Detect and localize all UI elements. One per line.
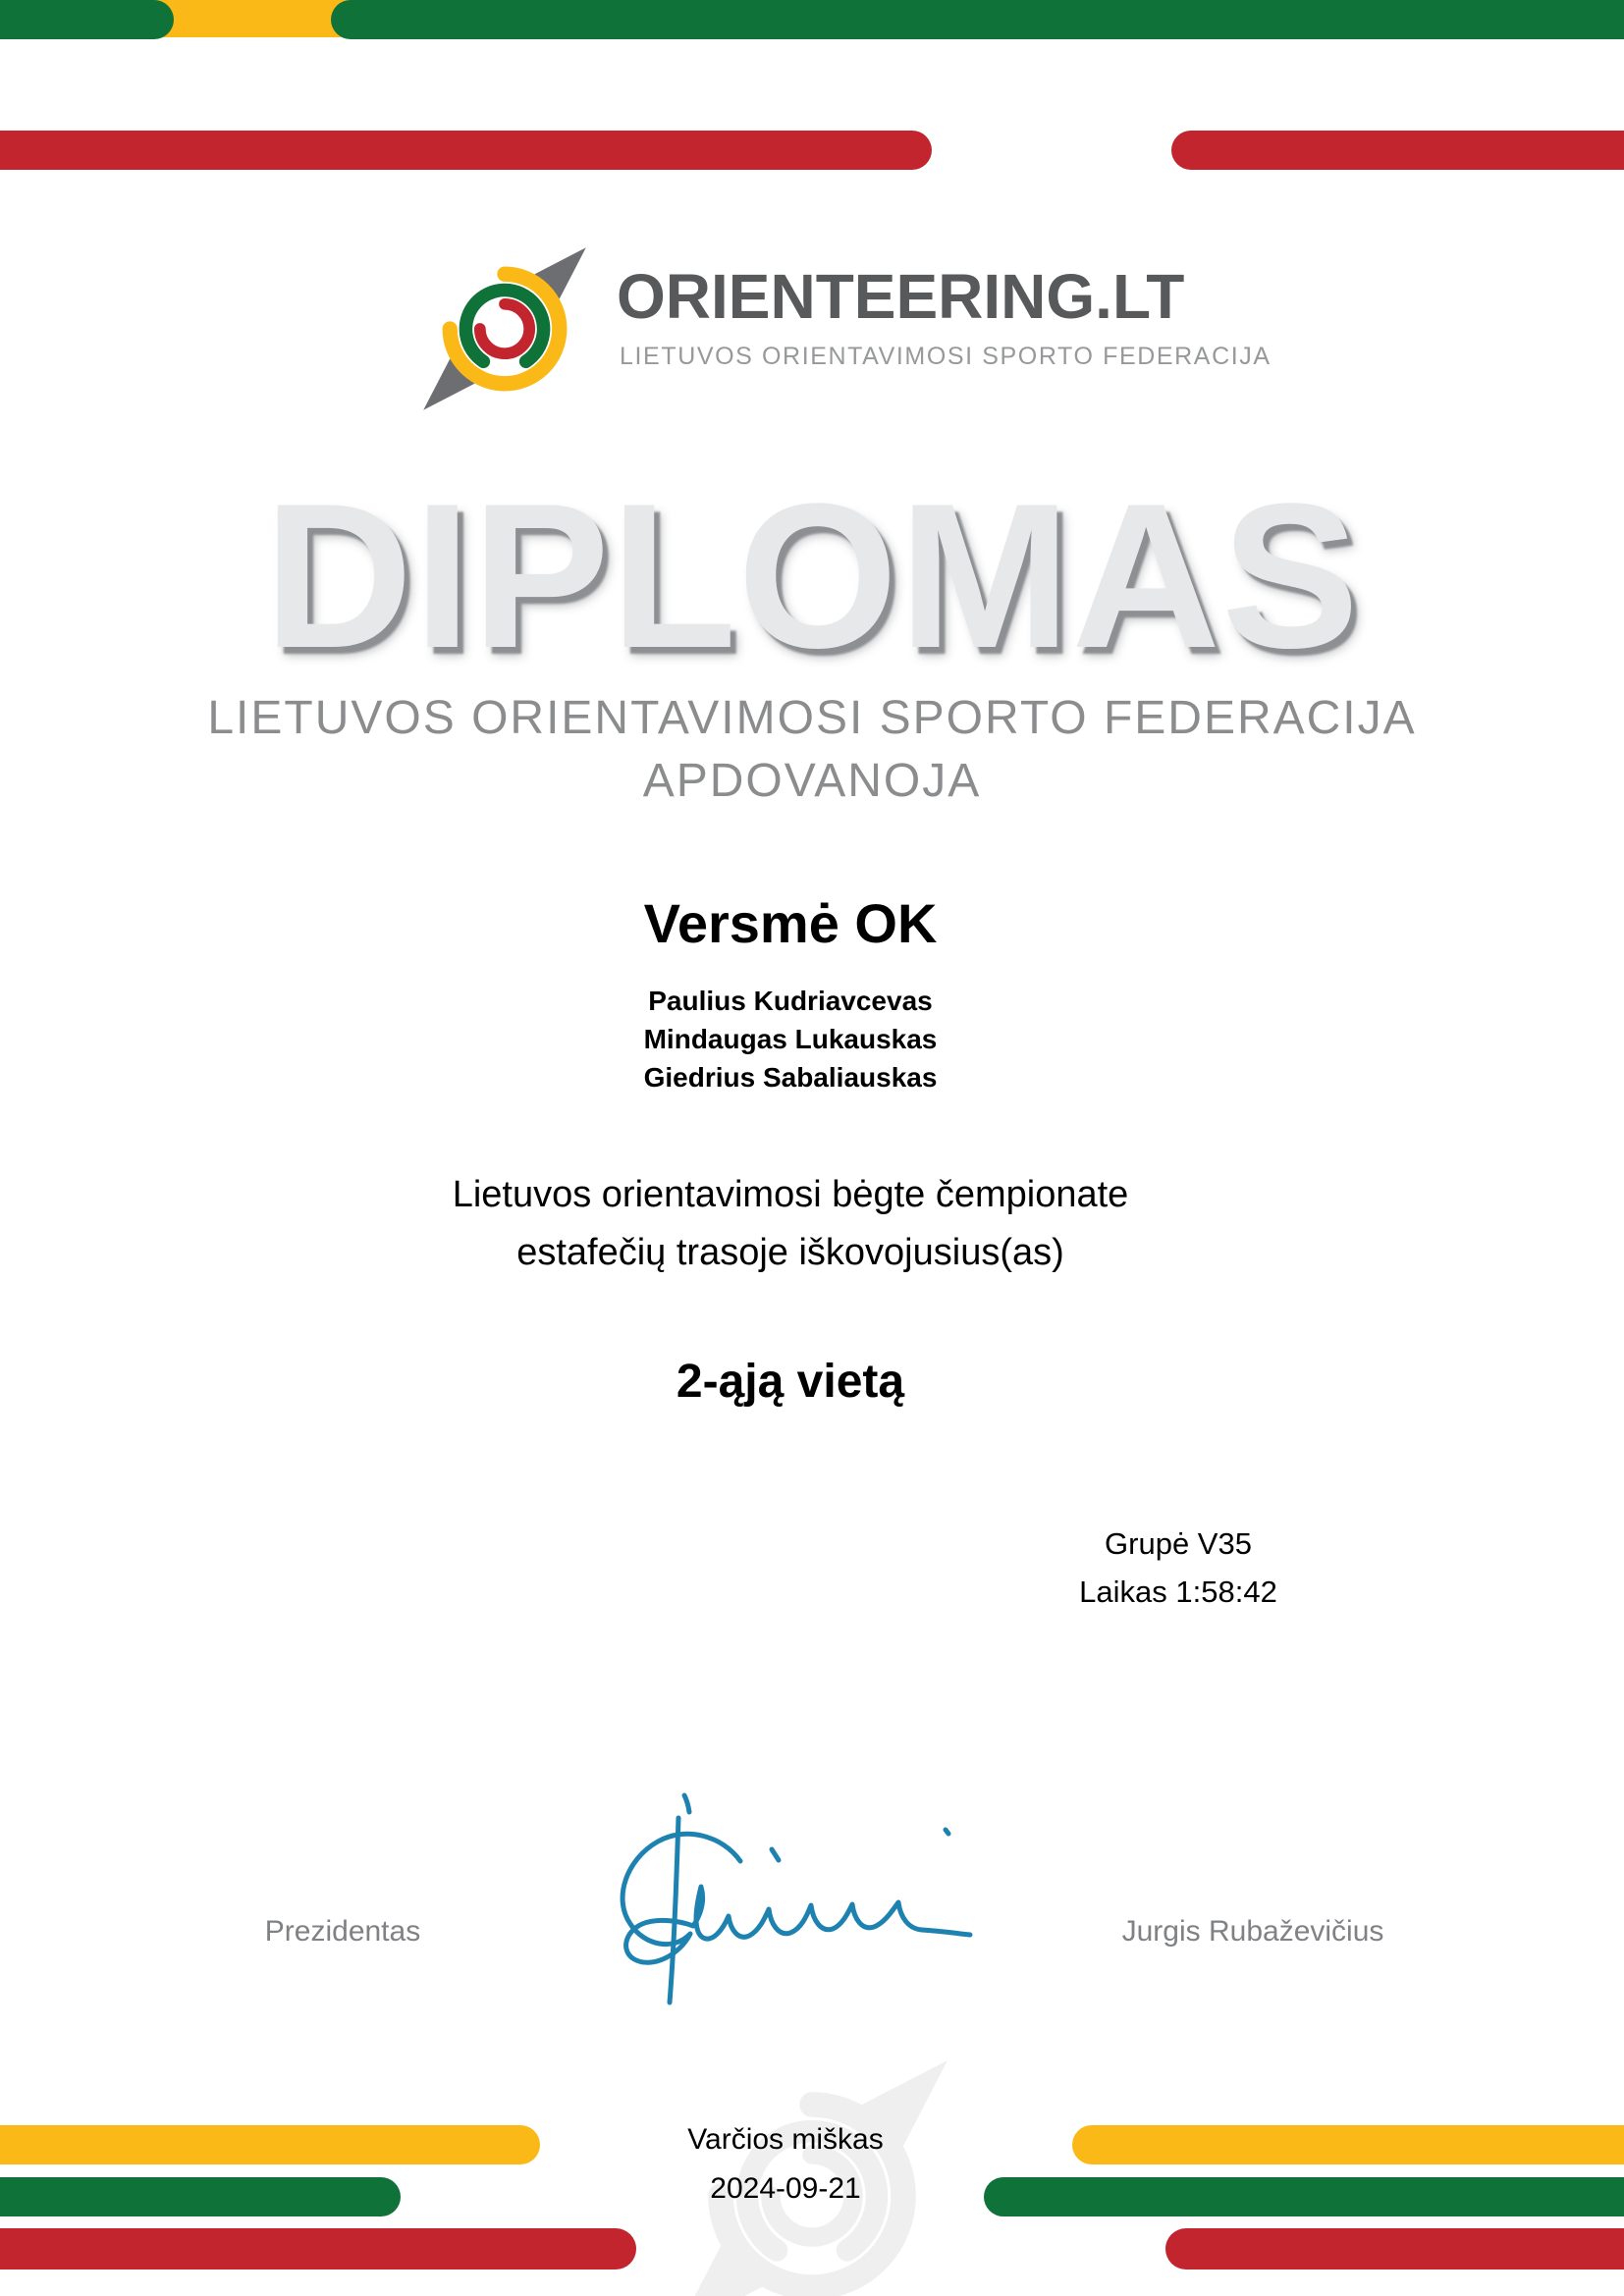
brand-wordmark: ORIENTEERING.LT <box>617 261 1185 332</box>
team-member: Mindaugas Lukauskas <box>643 1024 938 1054</box>
team-members-list <box>0 982 1581 1096</box>
flag-stripe-bottom-yellow-right <box>1072 2125 1624 2164</box>
federation-subtitle-line1: LIETUVOS ORIENTAVIMOSI SPORTO FEDERACIJA <box>207 692 1417 744</box>
event-description <box>0 1166 1581 1282</box>
flag-stripe-top-green-right <box>331 0 1624 39</box>
team-name: Versmė OK <box>643 892 938 954</box>
flag-stripe-bottom-red-left <box>0 2228 636 2269</box>
flag-stripe-bottom-red-right <box>1165 2228 1624 2269</box>
flag-stripe-bottom-green-right <box>984 2177 1624 2216</box>
event-line: Lietuvos orientavimosi bėgte čempionate <box>452 1174 1129 1215</box>
team-member: Giedrius Sabaliauskas <box>643 1062 938 1093</box>
time-value: Laikas 1:58:42 <box>1079 1575 1277 1609</box>
awarded-place: 2-ąją vietą <box>676 1356 905 1408</box>
flag-stripe-bottom-green-left <box>0 2177 401 2216</box>
brand-tagline: LIETUVOS ORIENTAVIMOSI SPORTO FEDERACIJA <box>620 343 1272 370</box>
event-location: Varčios miškas <box>687 2123 884 2156</box>
flag-stripe-top-green-left <box>0 0 174 39</box>
event-line: estafečių trasoje iškovojusius(as) <box>516 1232 1064 1273</box>
flag-stripe-top-red-right <box>1171 131 1624 170</box>
president-name-label: Jurgis Rubaževičius <box>1121 1915 1384 1948</box>
group-value: Grupė V35 <box>1105 1526 1252 1561</box>
flag-stripe-bottom-yellow-left <box>0 2125 540 2164</box>
flag-stripe-top-red-left <box>0 131 932 170</box>
handwritten-signature <box>589 1775 1001 2020</box>
diploma-title: DIPLOMAS <box>263 460 1361 691</box>
compass-rings-icon <box>416 240 593 417</box>
team-member: Paulius Kudriavcevas <box>648 986 933 1016</box>
federation-subtitle-line2: APDOVANOJA <box>642 755 982 807</box>
event-date: 2024-09-21 <box>710 2172 861 2205</box>
president-role-label: Prezidentas <box>264 1915 421 1948</box>
